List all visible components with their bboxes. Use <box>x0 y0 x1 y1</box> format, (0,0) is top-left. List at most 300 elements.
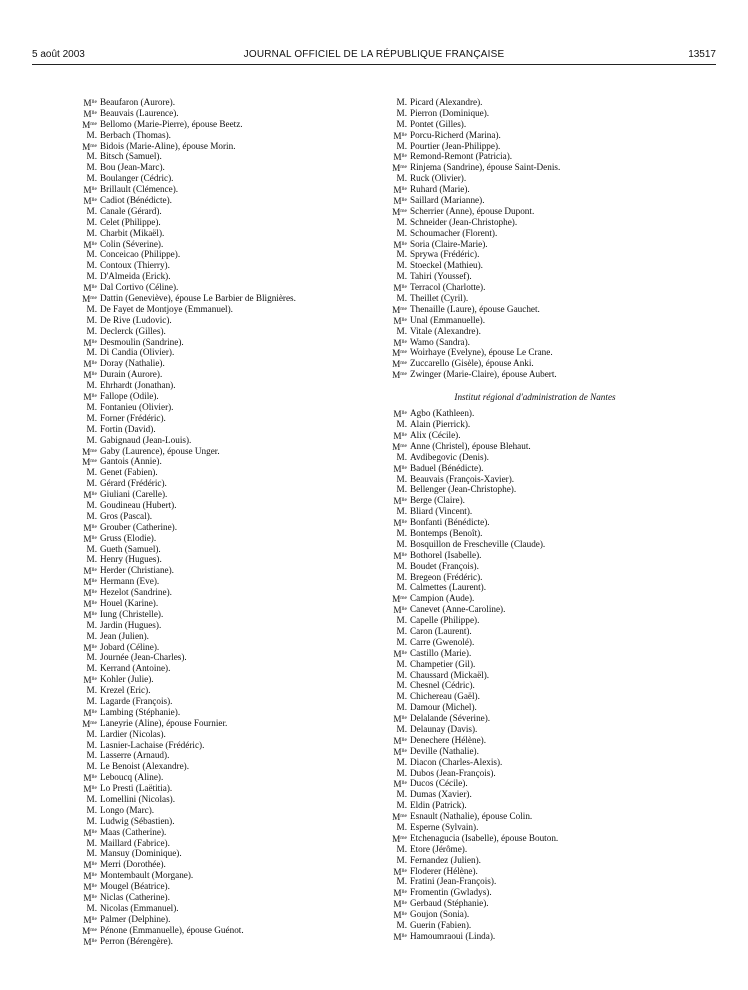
title-abbrev: $M^{lle}$ <box>83 882 97 893</box>
list-item <box>75 522 375 533</box>
title-abbrev: $M^{lle}$ <box>393 910 407 921</box>
person-name: Ludwig (Sébastien). <box>100 815 175 826</box>
person-name: Montembault (Morgane). <box>100 870 194 881</box>
list-item <box>385 670 705 681</box>
person-name: Lagarde (François). <box>100 695 173 706</box>
list-item <box>385 593 705 604</box>
person-name: Bellenger (Jean-Christophe). <box>410 484 517 495</box>
title-abbrev: M. <box>396 680 407 691</box>
list-item <box>75 271 375 282</box>
person-name: Niclas (Catherine). <box>100 892 170 903</box>
list-item <box>385 626 705 637</box>
list-item <box>385 659 705 670</box>
list-item <box>385 757 705 768</box>
person-name: Brillault (Clémence). <box>100 184 179 195</box>
list-item <box>385 347 705 358</box>
person-name: Houel (Karine). <box>100 597 159 608</box>
person-name: Charbit (Mikaël). <box>100 227 165 238</box>
list-item <box>75 598 375 609</box>
person-name: Boudet (François). <box>410 560 479 571</box>
person-name: Picard (Alexandre). <box>410 97 483 107</box>
person-name: Goudineau (Hubert). <box>100 499 177 510</box>
title-abbrev: M. <box>396 325 407 336</box>
list-item <box>75 369 375 380</box>
list-item <box>75 173 375 184</box>
person-name: Agbo (Kathleen). <box>410 408 475 419</box>
title-abbrev: M. <box>396 527 407 538</box>
title-abbrev: $M^{lle}$ <box>83 577 97 588</box>
right-column <box>385 97 705 942</box>
title-abbrev: $M^{lle}$ <box>393 931 407 942</box>
person-name: Bou (Jean-Marc). <box>100 162 165 173</box>
list-item <box>385 724 705 735</box>
title-abbrev: M. <box>86 837 97 848</box>
person-name: Giuliani (Carelle). <box>100 489 168 500</box>
person-name: Tahiri (Youssef). <box>410 271 472 282</box>
title-abbrev: M. <box>396 484 407 495</box>
person-name: Doray (Nathalie). <box>100 358 165 369</box>
person-name: Deville (Nathalie). <box>410 745 479 756</box>
person-name: Bosquillon de Frescheville (Claude). <box>410 538 546 549</box>
list-item <box>75 642 375 653</box>
person-name: Lasnier-Lachaise (Frédéric). <box>100 739 205 750</box>
list-item <box>75 936 375 947</box>
title-abbrev: $M^{lle}$ <box>83 588 97 599</box>
title-abbrev: M. <box>86 630 97 641</box>
person-name: Canale (Gérard). <box>100 205 162 216</box>
person-name: Wamo (Sandra). <box>410 336 470 347</box>
title-abbrev: $M^{lle}$ <box>83 598 97 609</box>
person-name: Hermann (Eve). <box>100 576 160 587</box>
title-abbrev: $M^{lle}$ <box>83 359 97 370</box>
title-abbrev: M. <box>86 227 97 238</box>
person-name: Esperne (Sylvain). <box>410 822 479 832</box>
list-item <box>385 249 705 260</box>
list-item <box>385 539 705 550</box>
list-item <box>75 228 375 239</box>
person-name: Guerin (Fabien). <box>410 920 472 931</box>
person-name: Bonfanti (Bénédicte). <box>410 517 490 528</box>
list-item <box>75 565 375 576</box>
person-name: Krezel (Eric). <box>100 685 151 696</box>
title-abbrev: M. <box>396 691 407 702</box>
title-abbrev: $M^{me}$ <box>392 370 407 381</box>
list-item <box>75 750 375 761</box>
person-name: Bitsch (Samuel). <box>100 151 162 162</box>
title-abbrev: $M^{lle}$ <box>393 130 407 141</box>
person-name: Berbach (Thomas). <box>100 129 171 140</box>
title-abbrev: M. <box>86 401 97 412</box>
list-item <box>385 615 705 626</box>
title-abbrev: M. <box>86 510 97 521</box>
person-name: Celet (Philippe). <box>100 216 161 227</box>
person-name: Delalande (Séverine). <box>410 713 491 724</box>
title-abbrev: $M^{lle}$ <box>83 707 97 718</box>
person-name: Beaufaron (Aurore). <box>100 97 175 107</box>
title-abbrev: M. <box>86 205 97 216</box>
person-name: Herder (Christiane). <box>100 565 174 576</box>
person-name: Gabignaud (Jean-Louis). <box>100 434 192 445</box>
person-name: Leboucq (Aline). <box>100 772 164 783</box>
person-name: Woirhaye (Evelyne), épouse Le Crane. <box>410 347 553 358</box>
list-item <box>385 648 705 659</box>
list-item <box>385 691 705 702</box>
list-item <box>385 293 705 304</box>
list-item <box>385 909 705 920</box>
list-item <box>385 419 705 430</box>
title-abbrev: $M^{lle}$ <box>393 315 407 326</box>
person-name: Gerbaud (Stéphanie). <box>410 898 489 909</box>
list-item <box>75 151 375 162</box>
list-item <box>75 195 375 206</box>
person-name: Fortin (David). <box>100 423 156 434</box>
title-abbrev: $M^{lle}$ <box>393 463 407 474</box>
person-name: Ehrhardt (Jonathan). <box>100 380 176 391</box>
list-item <box>75 456 375 467</box>
person-name: Theillet (Cyril). <box>410 293 469 304</box>
list-item <box>385 561 705 572</box>
list-item <box>385 151 705 162</box>
title-abbrev: $M^{lle}$ <box>393 185 407 196</box>
title-abbrev: $M^{lle}$ <box>393 648 407 659</box>
person-name: Le Benoist (Alexandre). <box>100 761 190 772</box>
title-abbrev: M. <box>86 750 97 761</box>
list-item <box>75 141 375 152</box>
list-item <box>75 827 375 838</box>
list-item <box>385 326 705 337</box>
list-item <box>75 358 375 369</box>
title-abbrev: $M^{lle}$ <box>83 490 97 501</box>
title-abbrev: M. <box>396 419 407 430</box>
title-abbrev: $M^{lle}$ <box>83 108 97 119</box>
list-item <box>75 892 375 903</box>
title-abbrev: $M^{lle}$ <box>83 370 97 381</box>
list-item <box>385 408 705 419</box>
list-item <box>75 391 375 402</box>
list-item <box>385 315 705 326</box>
person-name: Berge (Claire). <box>410 495 465 506</box>
title-abbrev: $M^{lle}$ <box>83 871 97 882</box>
title-abbrev: $M^{lle}$ <box>83 773 97 784</box>
person-name: Diacon (Charles-Alexis). <box>410 756 503 767</box>
title-abbrev: $M^{lle}$ <box>83 337 97 348</box>
title-abbrev: $M^{me}$ <box>82 925 97 936</box>
title-abbrev: $M^{lle}$ <box>83 914 97 925</box>
list-item <box>75 794 375 805</box>
title-abbrev: M. <box>86 848 97 859</box>
list-item <box>385 931 705 942</box>
person-name: Ruck (Olivier). <box>410 173 467 184</box>
list-item <box>385 228 705 239</box>
title-abbrev: M. <box>86 314 97 325</box>
title-abbrev: $M^{me}$ <box>82 457 97 468</box>
title-abbrev: M. <box>86 347 97 358</box>
list-item <box>75 282 375 293</box>
title-abbrev: M. <box>86 260 97 271</box>
list-item <box>385 887 705 898</box>
title-abbrev: $M^{me}$ <box>392 163 407 174</box>
list-item <box>385 898 705 909</box>
person-name: Goujon (Sonia). <box>410 909 470 920</box>
person-name: Bothorel (Isabelle). <box>410 549 482 560</box>
list-item <box>385 822 705 833</box>
title-abbrev: M. <box>396 506 407 517</box>
list-item <box>75 870 375 881</box>
title-abbrev: M. <box>396 800 407 811</box>
person-name: Gérard (Frédéric). <box>100 478 167 489</box>
title-abbrev: $M^{lle}$ <box>393 866 407 877</box>
list-item <box>385 260 705 271</box>
title-abbrev: $M^{lle}$ <box>83 609 97 620</box>
list-item <box>75 772 375 783</box>
person-name: Durain (Aurore). <box>100 369 163 380</box>
person-name: Thenaille (Laure), épouse Gauchet. <box>410 303 540 314</box>
title-abbrev: M. <box>396 615 407 626</box>
list-item <box>75 816 375 827</box>
list-item <box>75 413 375 424</box>
title-abbrev: M. <box>86 434 97 445</box>
title-abbrev: M. <box>86 380 97 391</box>
title-abbrev: M. <box>396 173 407 184</box>
title-abbrev: M. <box>86 804 97 815</box>
person-name: Declerck (Gilles). <box>100 325 166 336</box>
person-name: Pénone (Emmanuelle), épouse Guénot. <box>100 924 244 935</box>
list-item <box>75 424 375 435</box>
person-name: Champetier (Gil). <box>410 658 476 669</box>
list-item <box>385 217 705 228</box>
person-name: Beauvais (François-Xavier). <box>410 473 515 484</box>
list-item <box>75 805 375 816</box>
title-abbrev: M. <box>396 636 407 647</box>
list-item <box>75 97 375 108</box>
person-name: Lomellini (Nicolas). <box>100 794 176 804</box>
title-abbrev: M. <box>396 260 407 271</box>
person-name: Dubos (Jean-François). <box>410 767 496 778</box>
title-abbrev: M. <box>86 162 97 173</box>
title-abbrev: $M^{lle}$ <box>83 98 97 108</box>
person-name: Rinjema (Sandrine), épouse Saint-Denis. <box>410 162 561 173</box>
title-abbrev: $M^{lle}$ <box>83 392 97 403</box>
person-name: Pourtier (Jean-Philippe). <box>410 140 501 151</box>
person-name: Nicolas (Emmanuel). <box>100 902 179 913</box>
list-item <box>385 495 705 506</box>
title-abbrev: $M^{lle}$ <box>83 936 97 947</box>
list-item <box>75 119 375 130</box>
title-abbrev: M. <box>396 625 407 636</box>
person-name: Perron (Bérengère). <box>100 935 173 946</box>
list-item <box>75 260 375 271</box>
person-name: Carre (Gwenolé). <box>410 636 475 647</box>
list-item <box>385 369 705 380</box>
person-name: Chichereau (Gaël). <box>410 691 480 702</box>
list-item <box>385 271 705 282</box>
title-abbrev: M. <box>86 173 97 184</box>
list-item <box>385 833 705 844</box>
title-abbrev: M. <box>396 843 407 854</box>
title-abbrev: M. <box>86 543 97 554</box>
person-name: D'Almeida (Erick). <box>100 271 171 282</box>
title-abbrev: $M^{lle}$ <box>83 283 97 294</box>
title-abbrev: M. <box>396 920 407 931</box>
list-item <box>75 533 375 544</box>
title-abbrev: $M^{me}$ <box>392 812 407 823</box>
list-item <box>75 435 375 446</box>
person-name: Bellomo (Marie-Pierre), épouse Beetz. <box>100 118 243 129</box>
person-name: Dumas (Xavier). <box>410 789 472 800</box>
person-name: Soria (Claire-Marie). <box>410 238 488 249</box>
list-item <box>385 119 705 130</box>
title-abbrev: M. <box>86 685 97 696</box>
list-item <box>385 239 705 250</box>
person-name: Jobard (Céline). <box>100 641 160 652</box>
title-abbrev: $M^{me}$ <box>82 294 97 305</box>
title-abbrev: $M^{lle}$ <box>393 605 407 616</box>
list-item <box>75 707 375 718</box>
person-name: Desmoulin (Sandrine). <box>100 336 184 347</box>
title-abbrev: $M^{me}$ <box>392 441 407 452</box>
person-name: Eldin (Patrick). <box>410 800 467 811</box>
title-abbrev: $M^{me}$ <box>392 594 407 605</box>
list-item <box>385 206 705 217</box>
person-name: Etore (Jérôme). <box>410 843 468 854</box>
title-abbrev: $M^{lle}$ <box>83 196 97 207</box>
list-item <box>385 572 705 583</box>
person-name: Bregeon (Frédéric). <box>410 571 483 582</box>
person-name: Maillard (Fabrice). <box>100 837 170 848</box>
person-name: Sprywa (Frédéric). <box>410 249 480 260</box>
list-item <box>75 663 375 674</box>
person-name: Schneider (Jean-Christophe). <box>410 216 518 227</box>
title-abbrev: M. <box>396 451 407 462</box>
title-abbrev: $M^{lle}$ <box>393 899 407 910</box>
title-abbrev: M. <box>396 216 407 227</box>
title-abbrev: $M^{lle}$ <box>393 779 407 790</box>
list-item <box>385 162 705 173</box>
person-name: Anne (Christel), épouse Blehaut. <box>410 440 531 451</box>
person-name: Unal (Emmanuelle). <box>410 314 486 325</box>
list-item <box>385 173 705 184</box>
title-abbrev: M. <box>396 582 407 593</box>
list-item <box>75 914 375 925</box>
person-name: Henry (Hugues). <box>100 554 162 565</box>
list-item <box>75 881 375 892</box>
list-item <box>385 337 705 348</box>
list-item <box>75 347 375 358</box>
person-name: Beauvais (Laurence). <box>100 107 179 118</box>
person-name: Chaussard (Mickaël). <box>410 669 490 680</box>
title-abbrev: $M^{lle}$ <box>83 566 97 577</box>
title-abbrev: $M^{lle}$ <box>393 888 407 899</box>
list-item <box>385 484 705 495</box>
person-name: Capelle (Philippe). <box>410 615 480 626</box>
title-abbrev: M. <box>86 652 97 663</box>
title-abbrev: M. <box>86 478 97 489</box>
person-name: Boulanger (Cédric). <box>100 173 174 184</box>
title-abbrev: M. <box>396 756 407 767</box>
list-item <box>385 768 705 779</box>
title-abbrev: $M^{lle}$ <box>393 196 407 207</box>
title-abbrev: $M^{lle}$ <box>393 496 407 507</box>
title-abbrev: $M^{lle}$ <box>83 784 97 795</box>
list-item <box>385 855 705 866</box>
list-item <box>385 604 705 615</box>
title-abbrev: $M^{lle}$ <box>393 239 407 250</box>
title-abbrev: M. <box>86 499 97 510</box>
list-item <box>75 326 375 337</box>
title-abbrev: M. <box>396 854 407 865</box>
title-abbrev: $M^{lle}$ <box>83 185 97 196</box>
person-name: De Rive (Ludovic). <box>100 314 172 325</box>
title-abbrev: M. <box>86 467 97 478</box>
title-abbrev: $M^{me}$ <box>392 833 407 844</box>
title-abbrev: $M^{me}$ <box>392 206 407 217</box>
person-name: Gaby (Laurence), épouse Unger. <box>100 445 220 456</box>
title-abbrev: M. <box>86 902 97 913</box>
list-item <box>75 620 375 631</box>
person-name: Gueth (Samuel). <box>100 543 161 554</box>
person-name: Hamoumraoui (Linda). <box>410 930 496 941</box>
person-name: Mansuy (Dominique). <box>100 848 182 859</box>
title-abbrev: $M^{lle}$ <box>83 239 97 250</box>
title-abbrev: M. <box>396 560 407 571</box>
title-abbrev: M. <box>396 658 407 669</box>
person-name: Alix (Cécile). <box>410 429 461 440</box>
title-abbrev: $M^{me}$ <box>82 446 97 457</box>
title-abbrev: M. <box>86 271 97 282</box>
person-name: Grouber (Catherine). <box>100 521 178 532</box>
title-abbrev: M. <box>86 794 97 804</box>
title-abbrev: $M^{lle}$ <box>393 714 407 725</box>
title-abbrev: M. <box>396 227 407 238</box>
list-item <box>75 402 375 413</box>
title-abbrev: M. <box>396 97 407 107</box>
list-item <box>75 489 375 500</box>
list-item <box>75 467 375 478</box>
person-name: Damour (Michel). <box>410 702 477 713</box>
list-item <box>75 217 375 228</box>
title-abbrev: $M^{lle}$ <box>83 827 97 838</box>
person-name: Scherrier (Anne), épouse Dupont. <box>410 205 535 216</box>
list-item <box>385 304 705 315</box>
title-abbrev: $M^{lle}$ <box>83 522 97 533</box>
title-abbrev: $M^{me}$ <box>392 348 407 359</box>
list-item <box>75 859 375 870</box>
person-name: Di Candia (Olivier). <box>100 347 175 358</box>
list-item <box>385 702 705 713</box>
title-abbrev: $M^{lle}$ <box>393 430 407 441</box>
list-item <box>385 506 705 517</box>
person-name: Dal Cortivo (Céline). <box>100 282 179 293</box>
title-abbrev: M. <box>86 325 97 336</box>
list-item <box>75 729 375 740</box>
title-abbrev: M. <box>86 216 97 227</box>
person-name: Lo Presti (Laëtitia). <box>100 783 173 794</box>
list-item <box>75 740 375 751</box>
title-abbrev: M. <box>396 271 407 282</box>
person-name: Mougel (Béatrice). <box>100 881 170 892</box>
person-name: Genet (Fabien). <box>100 467 158 478</box>
person-name: Floderer (Hélène). <box>410 865 478 876</box>
person-name: Lasserre (Arnaud). <box>100 750 170 761</box>
person-name: Fromentin (Gwladys). <box>410 887 492 898</box>
title-abbrev: $M^{lle}$ <box>83 675 97 686</box>
person-name: Pontet (Gilles). <box>410 118 467 129</box>
person-name: Kohler (Julie). <box>100 674 154 685</box>
person-name: Castillo (Marie). <box>410 647 472 658</box>
title-abbrev: $M^{lle}$ <box>393 152 407 163</box>
list-item <box>75 696 375 707</box>
title-abbrev: M. <box>86 695 97 706</box>
